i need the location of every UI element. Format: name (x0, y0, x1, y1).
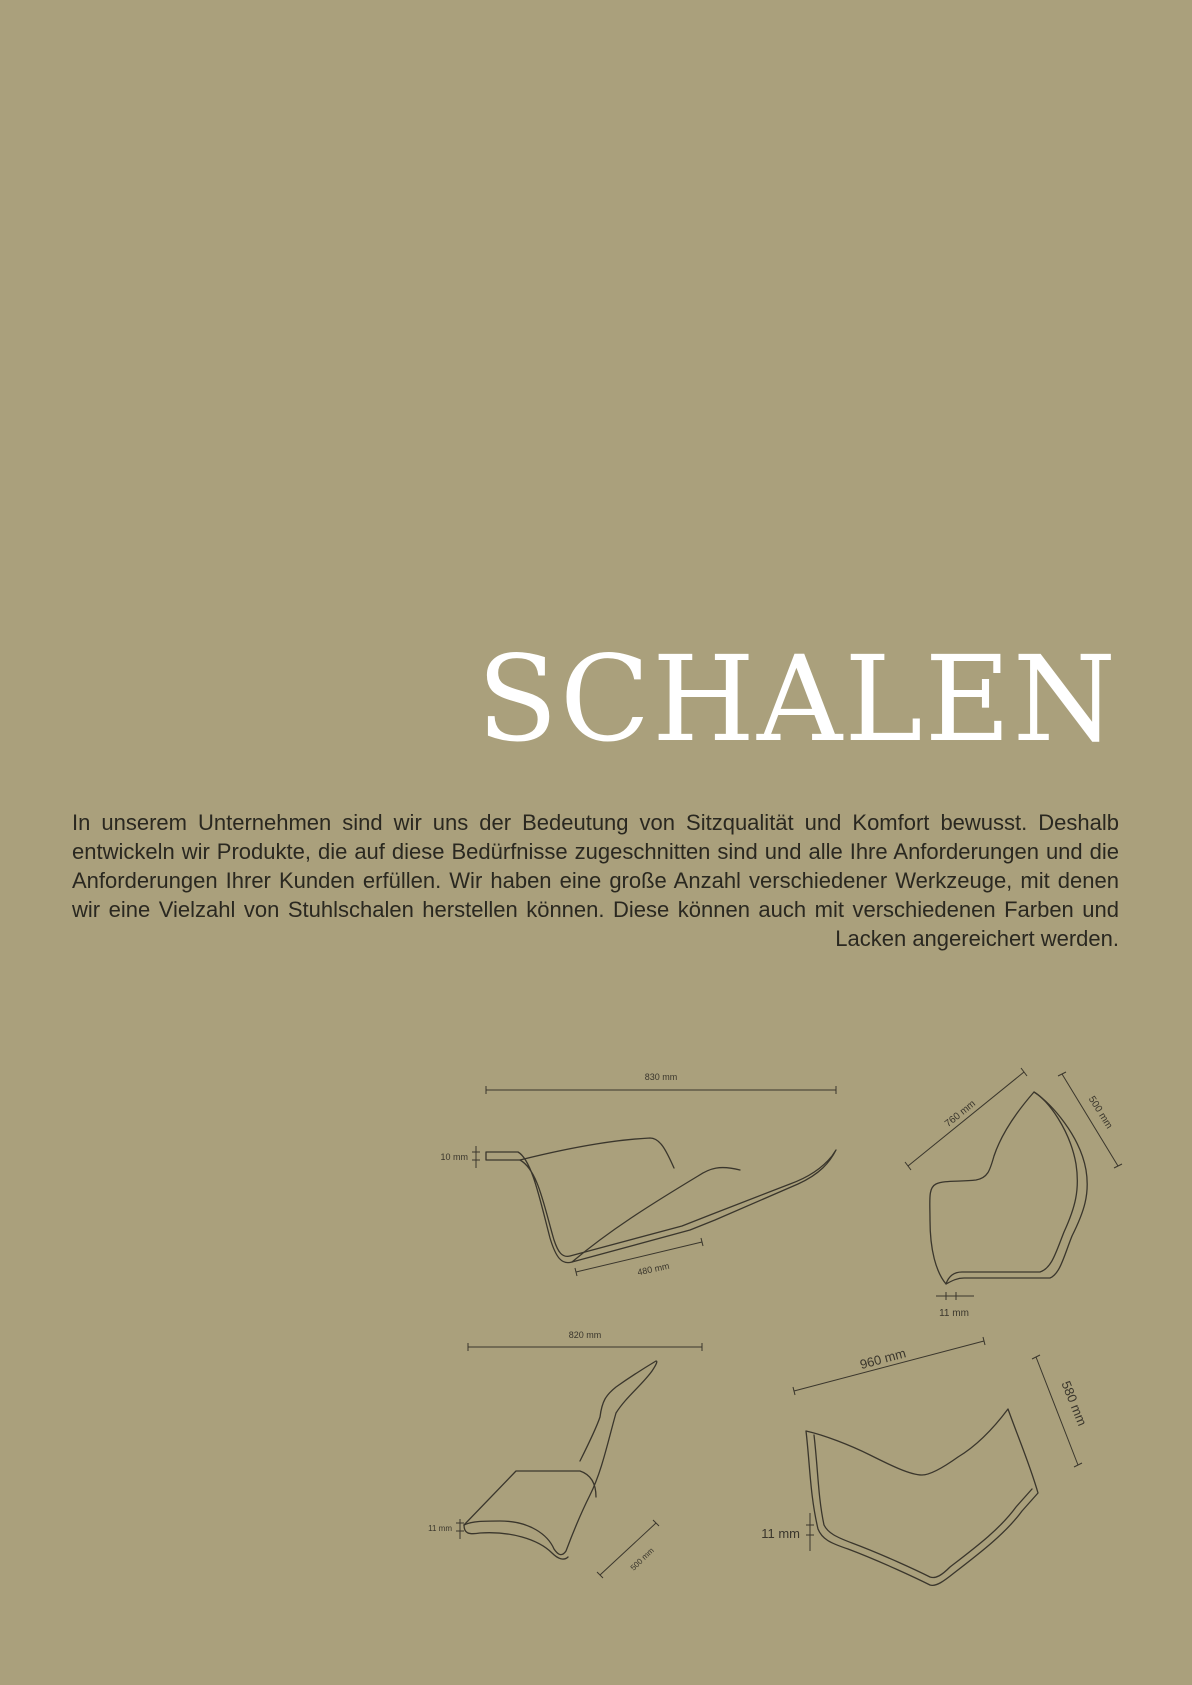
wide-shell-drawing (740, 1325, 1110, 1595)
chair-depth-tick-b (1114, 1164, 1122, 1168)
wide-length-label: 960 mm (858, 1345, 908, 1372)
wide-height-label: 580 mm (1058, 1378, 1090, 1428)
chair-height-tick-b (1021, 1068, 1027, 1076)
lounge-shell-back (572, 1168, 740, 1262)
chair-depth-label: 500 mm (1085, 1094, 1115, 1131)
chair-depth-tick-a (1058, 1072, 1066, 1076)
rocker-shell-base (464, 1525, 568, 1559)
chair-height-tick-a (905, 1162, 911, 1170)
chair-thickness-label: 11 mm (939, 1308, 969, 1319)
rocker-seat-label: 500 mm (628, 1545, 656, 1573)
rocker-length-label: 820 mm (568, 1330, 602, 1340)
chair-shell-drawing (880, 1060, 1140, 1330)
chair-shell-edge (946, 1092, 1087, 1284)
rocker-shell-outline (464, 1361, 657, 1555)
wide-shell-edge (814, 1435, 1032, 1578)
wide-height-tick-b (1074, 1463, 1082, 1467)
chair-height-dim-line (908, 1072, 1024, 1166)
lounge-thickness-label: 10 mm (440, 1152, 468, 1162)
rocker-thickness-label: 11 mm (428, 1524, 452, 1533)
lounge-shell-drawing (420, 1060, 850, 1290)
page-title: SCHALEN (477, 630, 1118, 768)
lounge-seat-label: 480 mm (636, 1260, 671, 1278)
lounge-length-label: 830 mm (644, 1072, 678, 1082)
chair-height-label: 760 mm (942, 1098, 978, 1130)
rocker-shell-drawing (420, 1325, 720, 1585)
rocker-shell-seat (464, 1471, 596, 1525)
intro-paragraph: In unserem Unternehmen sind wir uns der Bedeutung von Sitzqualität und Komfort bewusst. Deshalb entwickeln wir Produkte, die auf diese Bedürfnisse zugeschnitten sind und alle Ihre Anforderungen und die Anforderungen Ihrer Kunden erfüllen. Wir haben eine große Anzahl verschiedener Werkzeuge, mit denen wir eine Vielzahl von Stuhlschalen herstellen können. Diese können auch mit verschiedenen Farben und Lacken angereichert werden. (72, 810, 1119, 951)
lounge-shell-seat (520, 1138, 674, 1168)
wide-thickness-label: 11 mm (761, 1526, 800, 1541)
wide-height-tick-a (1032, 1355, 1040, 1359)
lounge-shell-outline (486, 1150, 836, 1263)
wide-shell-outline (806, 1409, 1038, 1585)
